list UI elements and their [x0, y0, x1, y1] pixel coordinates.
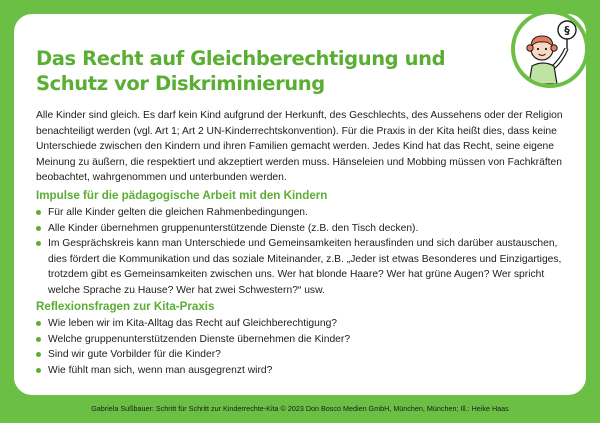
reflection-questions-list	[36, 316, 572, 378]
child-with-paragraph-sign-icon	[515, 14, 585, 84]
card-title-line-2: Schutz vor Diskriminierung	[36, 72, 325, 95]
list-item: Welche gruppenunterstützenden Dienste übernehmen die Kinder?	[36, 332, 572, 348]
intro-paragraph: Alle Kinder sind gleich. Es darf kein Kind aufgrund der Herkunft, des Geschlechts, des Aussehens oder der Religion benachteiligt werden (vgl. Art 1; Art 2 UN-Kinderrechtskonvention). Für die Praxis in der Kita heißt dies, dass keine Unterschiede zwischen den Kindern und ihren Familien gemacht werden. Jedes Kind hat das Recht, seine eigene Meinung zu äußern, die respektiert und akzeptiert werden muss. Hänseleien und Mobbing müssen von Fachkräften beobachtet, wahrgenommen und unterbunden werden.	[36, 110, 563, 183]
impulses-list	[36, 205, 572, 298]
section-heading-reflection: Reflexionsfragen zur Kita-Praxis	[36, 300, 215, 313]
list-item: Alle Kinder übernehmen gruppenunterstützende Dienste (z.B. den Tisch decken).	[36, 221, 572, 237]
card-title-line-1: Das Recht auf Gleichberechtigung und	[36, 47, 446, 70]
child-illustration-badge	[511, 10, 589, 88]
footer-credits: Gabriela Sußbauer: Schritt für Schritt zur Kinderrechte-Kita © 2023 Don Bosco Medien GmbH, München, München; Ill.: Heike Haas	[91, 404, 509, 413]
list-item: Im Gesprächskreis kann man Unterschiede und Gemeinsamkeiten herausfinden und sich darüber austauschen, dies fördert die Kommunikation und das soziale Miteinander, z.B. „Jeder ist etwas Besonderes und Einzigartiges, trotzdem gibt es Gemeinsamkeiten zwischen uns. Wer hat blonde Haare? Wer hat grüne Augen? Wer spricht welche Sprache zu Hause? Wer hat zwei Schwestern?“ usw.	[36, 236, 572, 298]
list-item: Sind wir gute Vorbilder für die Kinder?	[36, 347, 572, 363]
section-heading-impulses: Impulse für die pädagogische Arbeit mit den Kindern	[36, 189, 328, 202]
sign-text: §	[564, 24, 570, 37]
list-item: Wie fühlt man sich, wenn man ausgegrenzt wird?	[36, 363, 572, 379]
list-item: Für alle Kinder gelten die gleichen Rahmenbedingungen.	[36, 205, 572, 221]
card-title	[36, 46, 466, 96]
list-item: Wie leben wir im Kita-Alltag das Recht auf Gleichberechtigung?	[36, 316, 572, 332]
